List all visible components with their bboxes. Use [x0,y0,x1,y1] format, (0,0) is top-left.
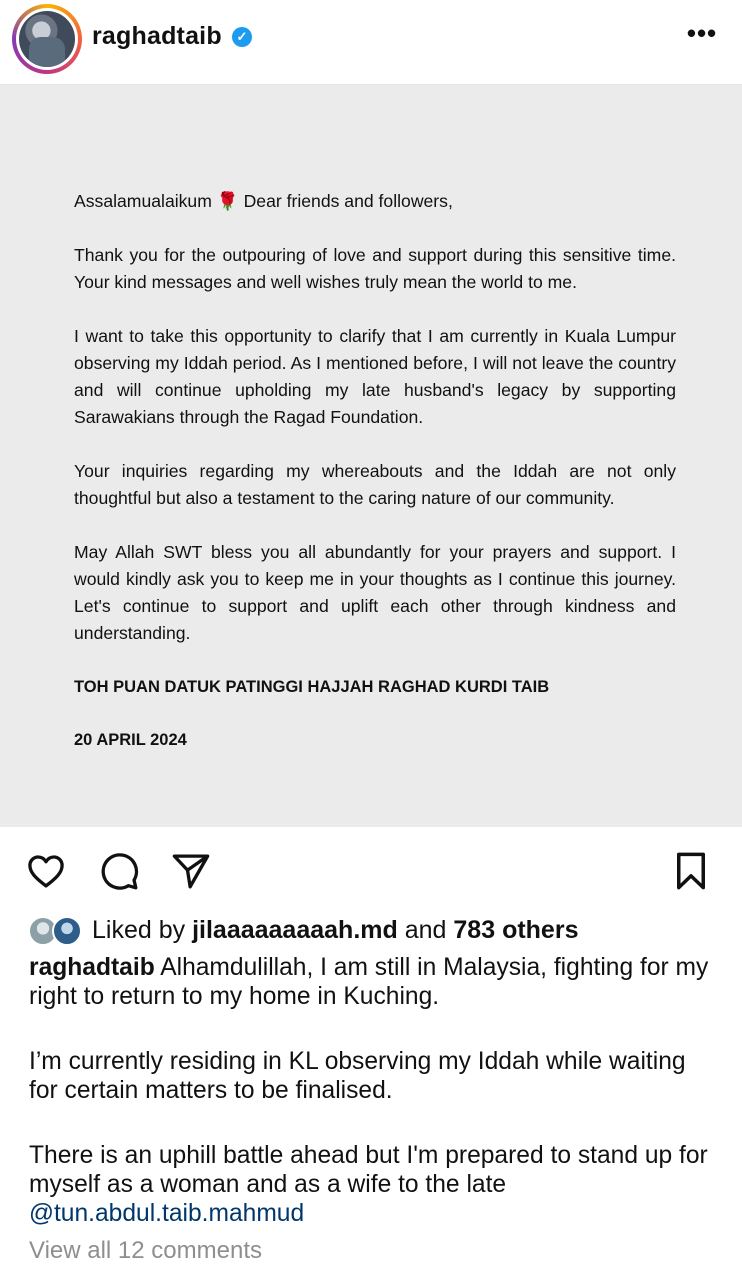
caption-text: There is an uphill battle ahead but I'm prepared to stand up for myself as a woman and as a wife to the late [29,1142,708,1198]
post-caption [29,953,719,1228]
likes-summary[interactable] [28,914,728,950]
signature-date: 20 APRIL 2024 [74,731,187,749]
caption-text: Alhamdulillah, I am still in Malaysia, fighting for my right to return to my home in Kuching. [29,954,709,1010]
greeting-rest: Dear friends and followers, [243,191,453,211]
signature-name: TOH PUAN DATUK PATINGGI HAJJAH RAGHAD KURDI TAIB [74,678,550,696]
liker-avatar [52,916,82,946]
view-all-comments-link[interactable]: View all 12 comments [29,1237,262,1264]
heart-icon[interactable] [25,850,67,892]
comment-icon[interactable] [98,850,140,892]
more-options-icon[interactable]: ••• [686,18,718,48]
caption-paragraph [29,953,719,1011]
bookmark-icon[interactable] [670,850,712,892]
rose-icon: 🌹 [216,191,239,211]
likes-text [92,916,578,945]
send-icon[interactable] [170,850,212,892]
likes-connector: and [404,916,447,944]
liker-username[interactable]: jilaaaaaaaaah.md [192,916,398,944]
caption-paragraph: I’m currently residing in KL observing my Iddah while waiting for certain matters to be finalised. [29,1048,686,1104]
verified-badge-icon: ✓ [232,27,252,47]
greeting-word: Assalamualaikum [74,191,212,211]
letter-paragraph: Thank you for the outpouring of love and support during this sensitive time. Your kind messages and well wishes truly mean the world to me. [74,245,676,292]
caption-paragraph [29,1141,719,1228]
letter-paragraph: Your inquiries regarding my whereabouts and the Iddah are not only thoughtful but also a testament to the caring nature of our community. [74,461,676,508]
letter-paragraph: I want to take this opportunity to clarify that I am currently in Kuala Lumpur observing my Iddah period. As I mentioned before, I will not leave the country and will continue upholding my late husband's legacy by supporting Sarawakians through the Ragad Foundation. [74,326,676,427]
avatar-border [16,8,78,70]
username-link[interactable]: raghadtaib [92,22,222,50]
statement-letter [74,188,676,780]
letter-paragraph: May Allah SWT bless you all abundantly for your prayers and support. I would kindly ask you to keep me in your thoughts as I continue this journey. Let's continue to support and uplift each other through kindness and understanding. [74,542,676,643]
post-header [0,0,742,85]
caption-username[interactable]: raghadtaib [29,954,155,981]
mention-link[interactable]: @tun.abdul.taib.mahmud [29,1200,305,1227]
likes-others[interactable]: 783 others [453,916,579,944]
likes-prefix: Liked by [92,916,186,944]
avatar[interactable] [12,4,82,74]
post-image[interactable] [0,85,742,827]
avatar-image [19,11,75,67]
letter-greeting [74,188,676,215]
